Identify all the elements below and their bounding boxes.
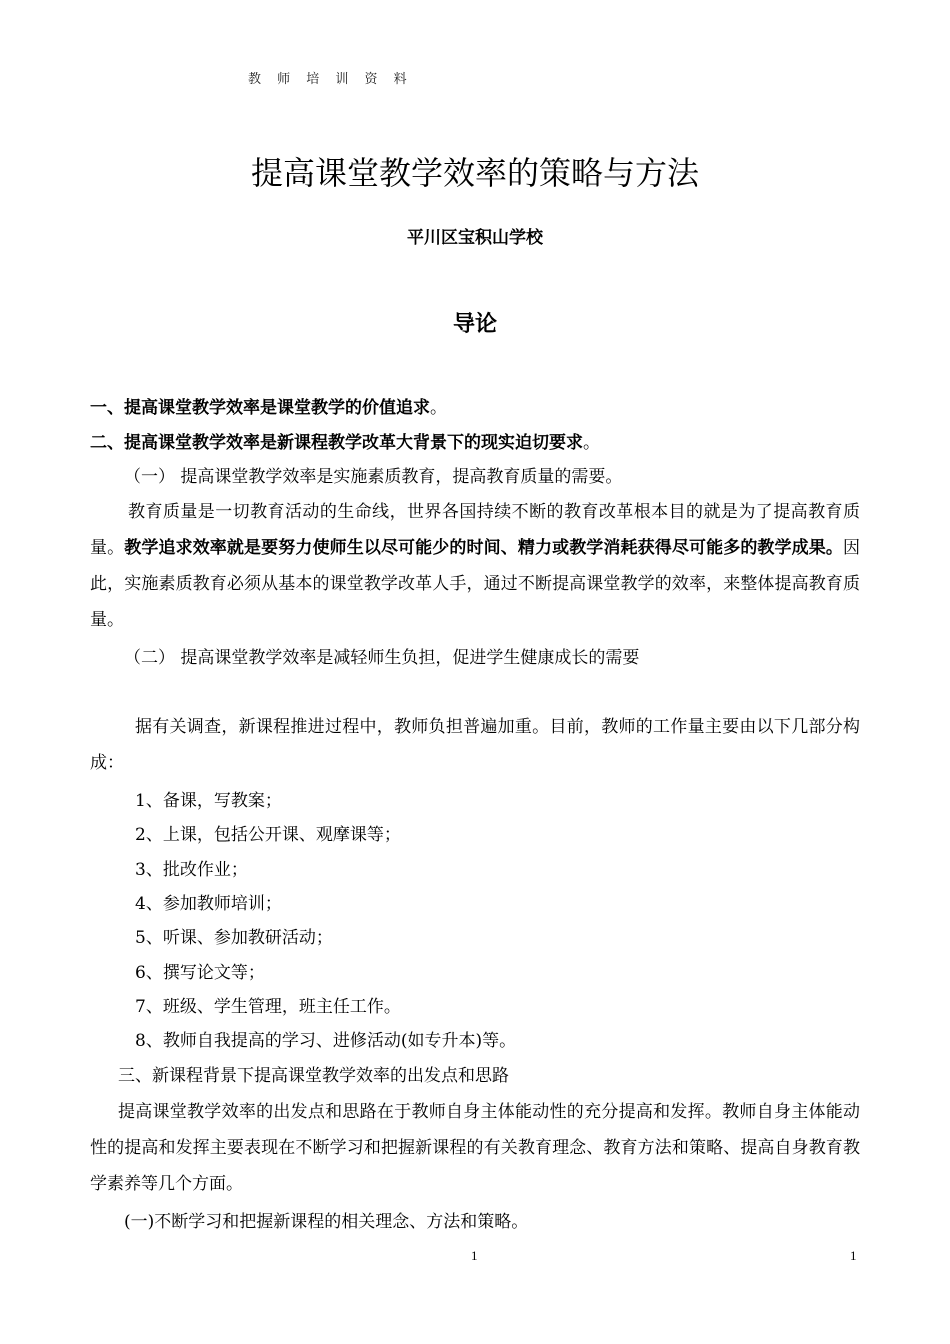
- list-item: 6、撰写论文等；: [135, 963, 265, 983]
- subheading-3: (一)不断学习和把握新课程的相关理念、方法和策略。: [124, 1212, 529, 1232]
- list-item: 8、教师自我提高的学习、进修活动(如专升本)等。: [135, 1031, 517, 1051]
- page-number-right: 1: [850, 1248, 857, 1263]
- heading-2: [90, 425, 860, 461]
- heading-1: [90, 390, 860, 426]
- heading-2-tail: 。: [583, 433, 600, 453]
- list-item: 1、备课，写教案；: [135, 791, 282, 811]
- list-item: 4、参加教师培训；: [135, 894, 282, 914]
- paragraph-1-part1: 教育质量是一切教育活动的生命线，世界各国持续不断的教育改革根本目的就是为了提高教育质量。: [90, 502, 860, 558]
- list-item: 5、听课、参加教研活动；: [135, 928, 333, 948]
- paragraph-2: 据有关调查，新课程推进过程中，教师负担普遍加重。目前，教师的工作量主要由以下几部分构成：: [90, 717, 860, 773]
- document-subtitle: 平川区宝积山学校: [407, 228, 543, 248]
- paragraph-1-part2: 因此，实施素质教育必须从基本的课堂教学改革人手，通过不断提高课堂教学的效率，来整体提高教育质量。: [90, 538, 861, 630]
- document-title: 提高课堂教学效率的策略与方法: [250, 154, 699, 192]
- list-item: 7、班级、学生管理，班主任工作。: [135, 997, 401, 1017]
- page-number-center: 1: [471, 1248, 478, 1263]
- section-title: 导论: [452, 312, 497, 337]
- heading-1-tail: 。: [430, 398, 447, 418]
- paragraph-3: 提高课堂教学效率的出发点和思路在于教师自身主体能动性的充分提高和发挥。教师自身主体能动性的提高和发挥主要表现在不断学习和把握新课程的有关教育理念、教育方法和策略、提高自身教育教学素养等几个方面。: [90, 1102, 860, 1194]
- subheading-2: （二） 提高课堂教学效率是减轻师生负担，促进学生健康成长的需要: [124, 648, 640, 668]
- heading-2-bold: 二、提高课堂教学效率是新课程教学改革大背景下的现实迫切要求: [90, 433, 583, 453]
- paragraph-1-bold: 教学追求效率就是要努力使师生以尽可能少的时间、精力或教学消耗获得尽可能多的教学成果。: [124, 538, 844, 558]
- header-label: 教 师 培 训 资 料: [248, 72, 413, 87]
- heading-1-bold: 一、提高课堂教学效率是课堂教学的价值追求: [90, 398, 430, 418]
- paragraph-1: [90, 494, 860, 638]
- list-item: 2、上课，包括公开课、观摩课等；: [135, 825, 401, 845]
- subheading-1: （一） 提高课堂教学效率是实施素质教育，提高教育质量的需要。: [124, 467, 623, 487]
- list-item: 3、批改作业；: [135, 860, 248, 880]
- heading-3: 三、新课程背景下提高课堂教学效率的出发点和思路: [118, 1066, 509, 1086]
